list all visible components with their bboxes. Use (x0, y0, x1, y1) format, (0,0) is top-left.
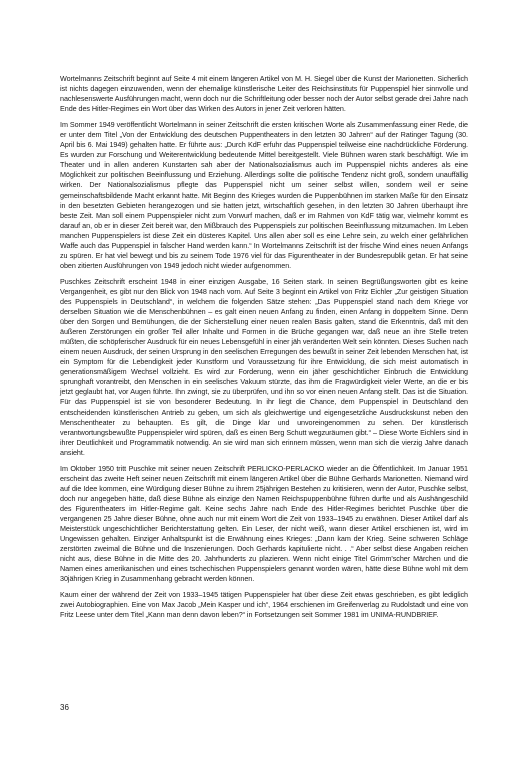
body-text (60, 74, 468, 626)
page-number: 36 (60, 703, 69, 712)
paragraph: Wortelmanns Zeitschrift beginnt auf Seite 4 mit einem längeren Artikel von M. H. Siegel über die Kunst der Marionetten. Sicherlich ist nichts dagegen einzuwenden, wenn der ehemalige künstlerische Leiter des Reichsinstituts für Puppenspiel hier sinnvolle und nachlesenswerte Ausführungen macht, wenn doch nur die Schriftleitung oder besser noch der Autor selbst gerade drei Jahre nach Ende des Hitler-Regimes ein Wort über das Wirken des Autors in jener Zeit verloren hätten. (60, 74, 468, 114)
paragraph: Im Sommer 1949 veröffentlicht Wortelmann in seiner Zeitschrift die ersten kritischen Worte als Zusammenfassung einer Rede, die er unter dem Titel „Von der Entwicklung des deutschen Puppentheaters in den letzten 30 Jahren“ auf der Ratinger Tagung (30. April bis 6. Mai 1949) gehalten hatte. Er führte aus: „Durch KdF erfuhr das Puppenspiel teilweise eine nachdrückliche Förderung. Es wurden zur Forschung und Weiterentwicklung bedeutende Mittel bereitgestellt. Viele Bühnen waren stark beschäftigt. Wie im Theater und in allen anderen Kunstarten sah aber der Nationalsozialismus auch im Puppenspiel nichts anderes als eine Möglichkeit zur politischen Beeinflussung und Erziehung. Allerdings sollte die politische Tendenz nicht groß, sondern unauffällig wirken. Der Nationalsozialismus pflegte das Puppenspiel nicht um seiner selbst willen, sondern weil er seine gemeinschaftsbildende Macht erkannt hatte. Mit Beginn des Krieges wurden die Puppenbühnen im starken Maße für den Einsatz in den besetzten Gebieten herangezogen und sie hatten jetzt, wirtschaftlich gesehen, in den letzten 30 Jahren überhaupt ihre beste Zeit. Man soll einem Puppenspieler nicht zum Vorwurf machen, daß er im Rahmen von KdF tätig war, vielmehr kommt es darauf an, ob er in dieser Zeit bereit war, den Mißbrauch des Puppenspiels zur politischen Beeinflussung mitzumachen. Im Leben manchen Puppenspielers ist diese Zeit ein düsteres Kapitel. Uns allen aber soll es eine Lehre sein, zu welch einer gefährlichen Waffe auch das Puppenspiel in falscher Hand werden kann.“ In Wortelmanns Zeitschrift ist der frische Wind eines neuen Anfangs zu spüren. Er hat viel bewegt und bis zu seinem Tode 1976 viel für das Figurentheater in der Bundesrepublik getan. Er hat seine oben zitierten Ausführungen von 1949 jedoch nicht wieder aufgenommen. (60, 120, 468, 270)
paragraph: Kaum einer der während der Zeit von 1933–1945 tätigen Puppenspieler hat über diese Zeit etwas geschrieben, es gibt lediglich zwei Autobiographien. Eine von Max Jacob „Mein Kasper und ich“, 1964 erschienen im Greifenverlag zu Rudolstadt und eine von Fritz Leese unter dem Titel „Kann man denn davon leben?“ in Fortsetzungen seit Sommer 1981 im UNIMA-RUNDBRIEF. (60, 590, 468, 620)
paragraph: Im Oktober 1950 tritt Puschke mit seiner neuen Zeitschrift PERLICKO-PERLACKO wieder an die Öffentlichkeit. Im Januar 1951 erscheint das zweite Heft seiner neuen Zeitschrift mit einem längeren Artikel über die Bühne Gerhards Marionetten. Niemand wird auf die Idee kommen, eine Würdigung dieser Bühne zu ihrem 25jährigen Bestehen zu kritisieren, wenn der Autor, Puschke selbst, doch nur angegeben hätte, daß diese Bühne als einzige den Namen Reichspuppenbühne führen durfte und als Aushängeschild des Figurentheaters im Hitler-Regime galt. Keine sechs Jahre nach Ende des Hitler-Regimes berichtet Puschke über die vergangenen 25 Jahre dieser Bühne, ohne auch nur mit einem Wort die Zeit von 1933–1945 zu erwähnen. Dieser Artikel darf als Meisterstück ungeschichtlicher Berichterstattung gelten. Ein Leser, der nicht weiß, wann dieser Artikel erschienen ist, wird im Ungewissen gehalten. Einziger Anhaltspunkt ist die Erwähnung eines Krieges: „Dann kam der Krieg. Seine schweren Schläge zerstörten zweimal die Bühne und die Inszenierungen. Doch Gerhards kapitulierte nicht. . .“ Aber selbst diese Angaben reichen nicht aus, diese Bühne in die Mitte des 20. Jahrhunderts zu plazieren. Wenn nicht einige Titel Grimm'scher Märchen und die Namen eines amerikanischen und eines tschechischen Puppenspielers genannt worden wären, hätte diese Bühne wohl mit dem 30jährigen Krieg in Zusammenhang gebracht werden können. (60, 463, 468, 584)
paragraph: Puschkes Zeitschrift erscheint 1948 in einer einzigen Ausgabe, 16 Seiten stark. In seinen Begrüßungsworten gibt es keine Vergangenheit, es gibt nur den Blick von 1948 nach vorn. Auf Seite 3 beginnt ein Artikel von Fritz Eichler „Zur geistigen Situation des Puppenspiels in Deutschland“, in welchem die folgenden Sätze stehen: „Das Puppenspiel stand nach dem Kriege vor derselben Situation wie die Menschenbühnen – es galt einen neuen Anfang zu finden, einen Anfang in doppeltem Sinne. Denn über den Sorgen und Bemühungen, die der Sicherstellung einer neuen realen Basis galten, stand die Erkenntnis, daß mit den äußeren Zerstörungen ein großer Teil aller Inhalte und Formen in die Brüche gegangen war, daß neue an ihre Stelle treten müßten, die schöpferischer Ausdruck für ein neues Lebensgefühl in einer jäh veränderten Welt sein könnten. Dieses Suchen nach einem neuen Ausdruck, der seinen Ursprung in den seelischen Erregungen des bewußt in seiner Zeit lebenden Menschen hat, ist ein Symptom für die Lebendigkeit jeder Kunstform und Voraussetzung für ihre Entwicklung, die sich meist automatisch in generationsmäßigem Wechsel vollzieht. Es wird zur Forderung, wenn ein jäher geschichtlicher Einbruch die Entwicklung sprunghaft vorantreibt, den Menschen in ein seelisches Vakuum stürzte, das ihm die Fragwürdigkeit vieler Werte, an die er bis jetzt geglaubt hat, vor Augen führte. Ihn zwingt, sie zu überprüfen, und ihn so vor einen neuen Anfang stellt. Das ist die Situation. Für das Puppenspiel ist sie von besonderer Bedeutung. In ihr liegt die Chance, dem Puppenspiel in Deutschland den entscheidenden künstlerischen Antrieb zu geben, um sich als gleichwertige und eigengesetzliche Ausdruckskunst neben den Menschentheater zu behaupten. Es gilt, die Dinge klar und unvoreingenommen zu sehen. Der künstlerisch verantwortungsbewußte Puppenspieler wird spüren, daß es einen Berg Schutt wegzuräumen gibt.“ – Diese Worte Eichlers sind in ihrer Deutlichkeit und Programmatik notwendig. An sie wird man sich erinnern müssen, wenn man sich die vierzig Jahre danach ansieht. (60, 276, 468, 457)
